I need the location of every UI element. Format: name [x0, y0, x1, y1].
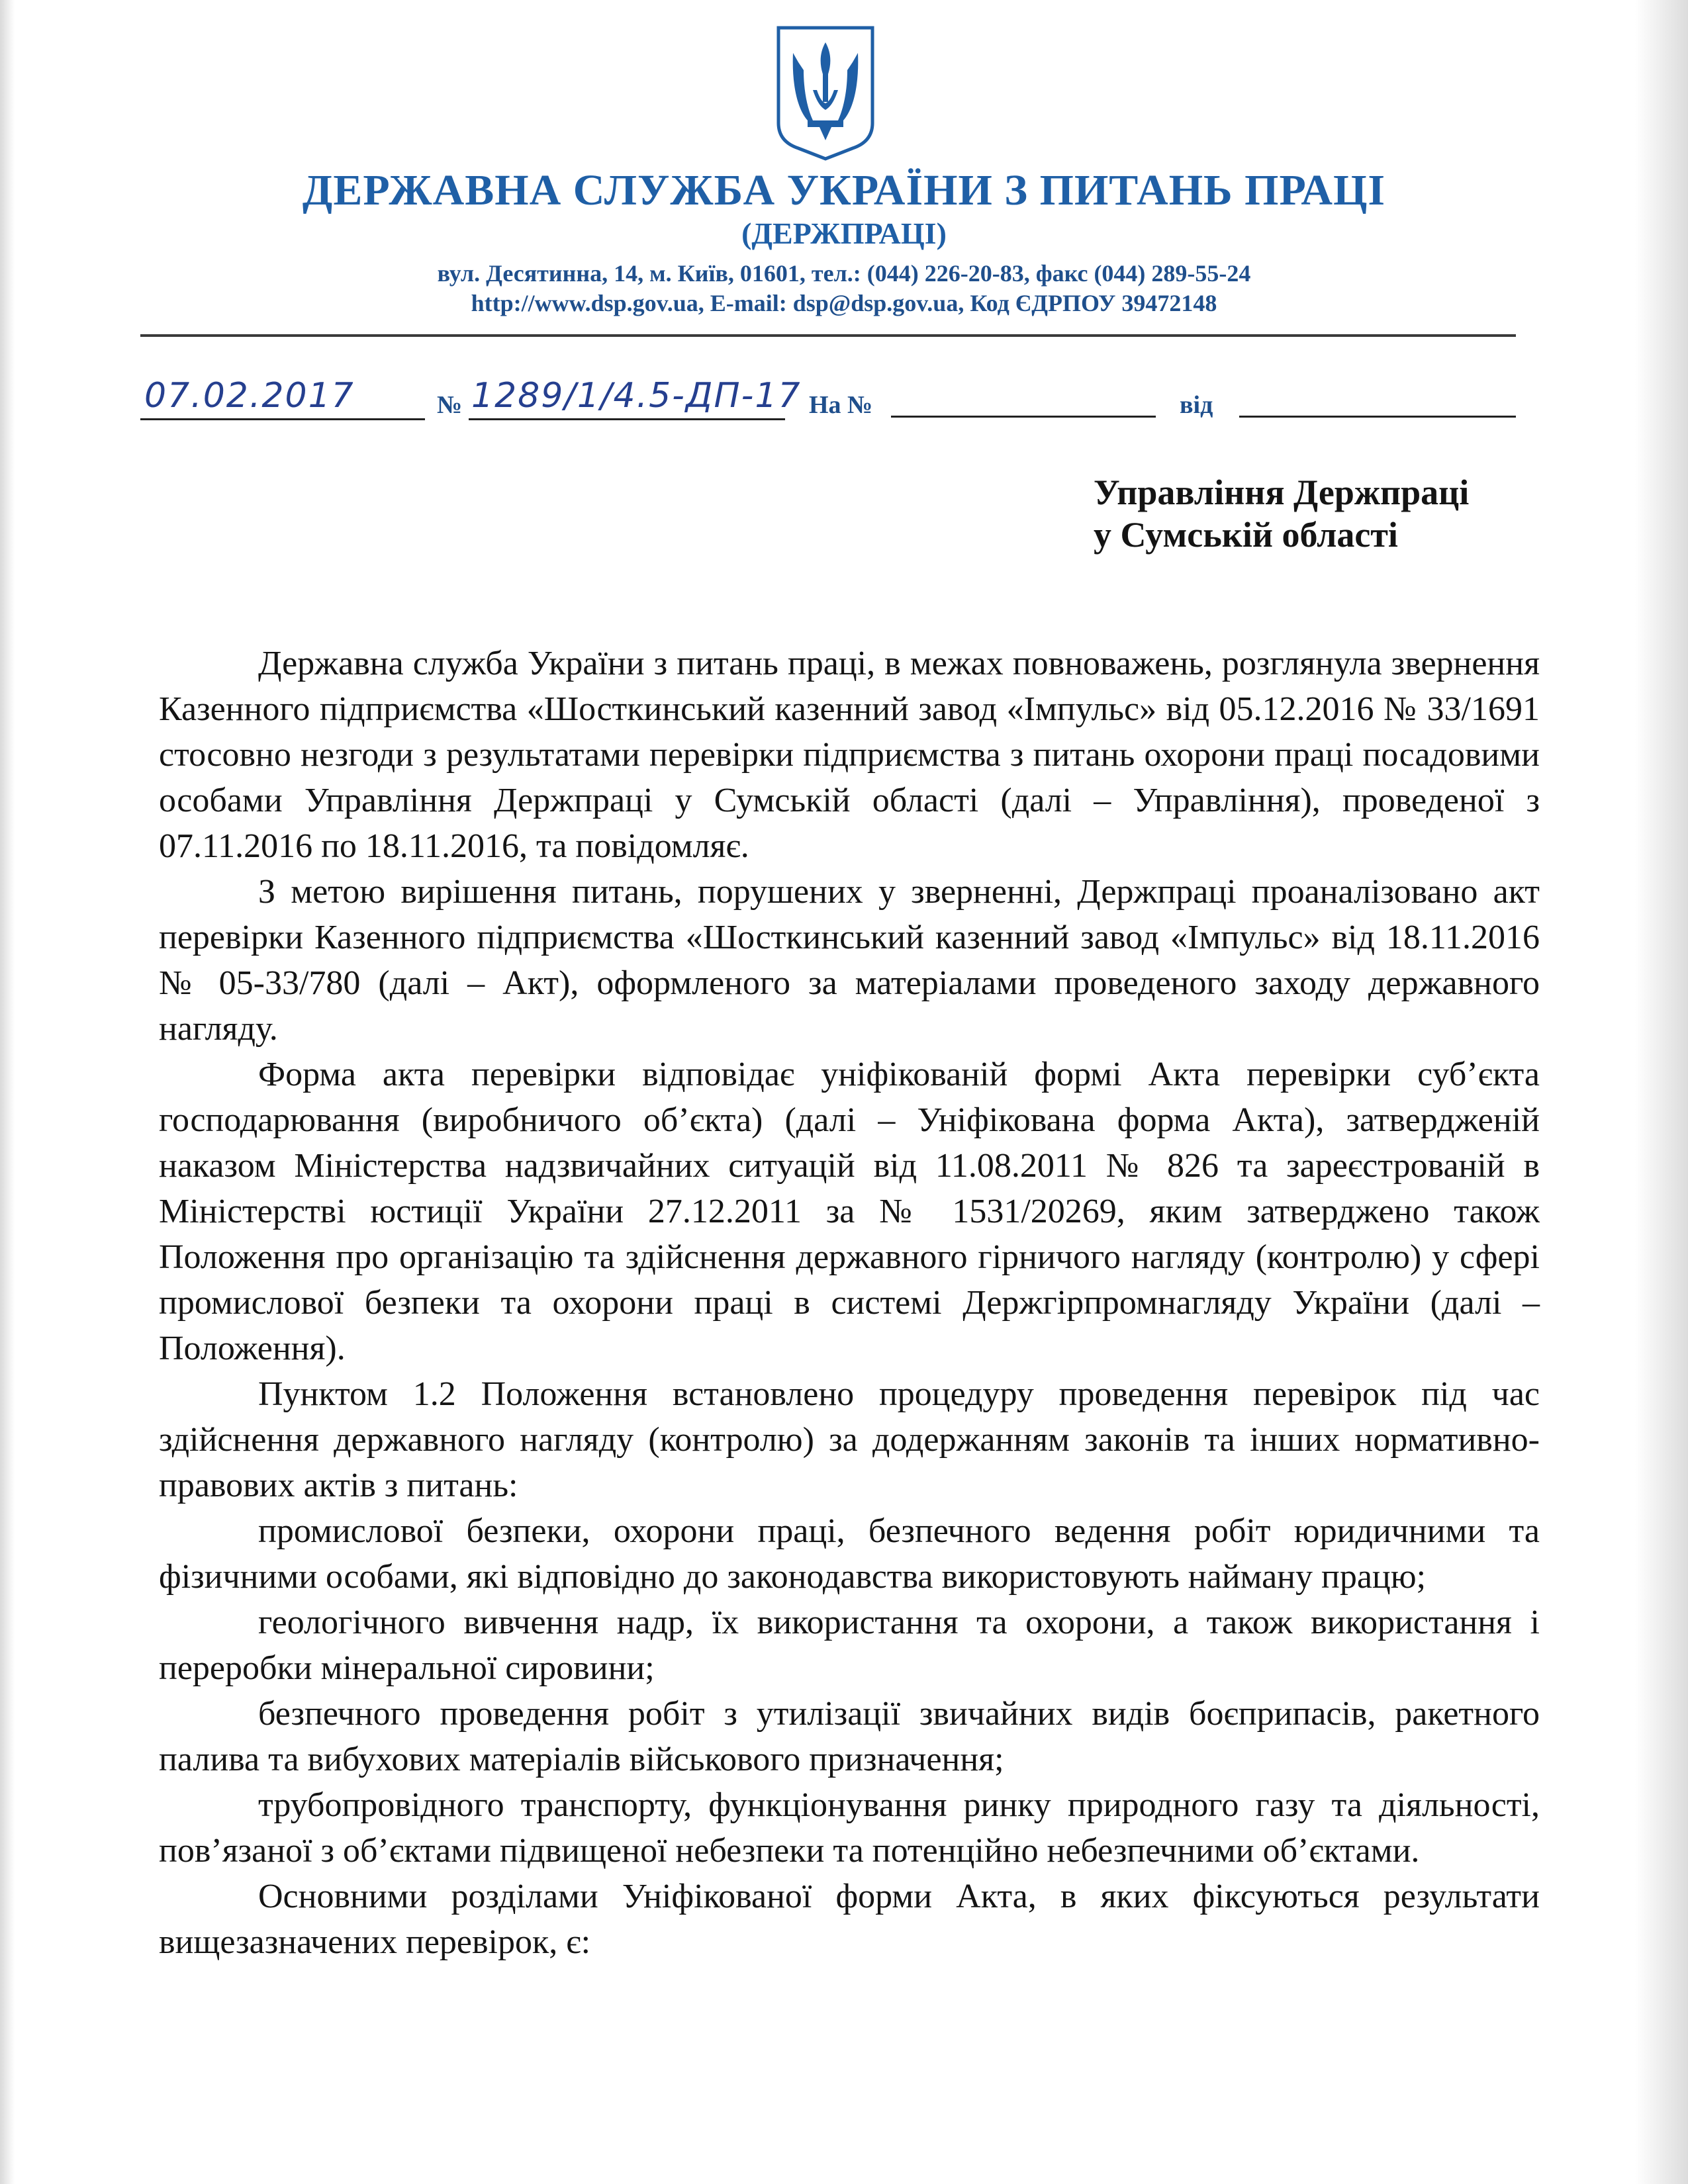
date-underline [140, 418, 425, 420]
body-paragraph: Пунктом 1.2 Положення встановлено процедуру проведення перевірок під час здійснення державного нагляду (контролю) за додержанням законів та інших нормативно-правових актів з питань: [159, 1375, 1540, 1504]
header-divider [140, 334, 1516, 337]
body-list-item: промислової безпеки, охорони праці, безпечного ведення робіт юридичними та фізичними особами, які відповідно до законодавства використовують найману працю; [159, 1512, 1540, 1596]
organization-contacts: http://www.dsp.gov.ua, E-mail: dsp@dsp.gov.ua, Код ЄДРПОУ 39472148 [471, 290, 1217, 316]
in-reply-label: На № [809, 391, 873, 419]
scan-left-edge [0, 0, 15, 2184]
recipient-line-1: Управління Держпраці [1094, 473, 1470, 512]
body-paragraph: Форма акта перевірки відповідає уніфікованій формі Акта перевірки суб’єкта господарювання (виробничого об’єкта) (далі – Уніфікована форма Акта), затвердженій наказом Міністерства надзвичайних ситуацій від 11.08.2011 № 826 та зареєстрованій в Міністерстві юстиції України 27.12.2011 за № 1531/20269, яким затверджено також Положення про організацію та здійснення державного гірничого нагляду (контролю) у сфері промислової безпеки та охорони праці в системі Держгірпромнагляду України (далі – Положення). [159, 1056, 1540, 1367]
body-list-item: трубопровідного транспорту, функціонування ринку природного газу та діяльності, пов’язаної з об’єктами підвищеної небезпеки та потенційно небезпечними об’єктами. [159, 1786, 1540, 1870]
number-underline [469, 418, 785, 420]
outgoing-number: 1289/1/4.5-ДП-17 [471, 376, 802, 416]
in-reply-blank [891, 416, 1156, 418]
body-paragraph: Основними розділами Уніфікованої форми Акта, в яких фіксуються результати вищезазначених перевірок, є: [159, 1878, 1540, 1961]
from-label: від [1180, 391, 1213, 419]
recipient-line-2: у Сумській області [1094, 515, 1398, 555]
letter-body [159, 641, 1540, 1965]
body-paragraph: Державна служба України з питань праці, в межах повноважень, розглянула звернення Казенного підприємства «Шосткинський казенний завод «Імпульс» від 05.12.2016 № 33/1691 стосовно незгоди з результатами перевірки підприємства з питань охорони праці посадовими особами Управління Держпраці у Сумській області (далі – Управління), проведеної з 07.11.2016 по 18.11.2016, та повідомляє. [159, 645, 1540, 865]
recipient-block [1094, 471, 1469, 556]
body-list-item: геологічного вивчення надр, їх використання та охорони, а також використання і переробки мінеральної сировини; [159, 1604, 1540, 1687]
organization-short-name: (ДЕРЖПРАЦІ) [741, 216, 947, 250]
number-label: № [437, 391, 463, 419]
organization-name: ДЕРЖАВНА СЛУЖБА УКРАЇНИ З ПИТАНЬ ПРАЦІ [302, 166, 1386, 214]
outgoing-date: 07.02.2017 [144, 376, 355, 416]
body-list-item: безпечного проведення робіт з утилізації звичайних видів боєприпасів, ракетного палива та вибухових матеріалів військового призначення; [159, 1695, 1540, 1778]
from-blank [1239, 416, 1516, 418]
trident-emblem-icon [773, 24, 878, 161]
scan-right-edge [1635, 0, 1688, 2184]
body-paragraph: З метою вирішення питань, порушених у зверненні, Держпраці проаналізовано акт перевірки Казенного підприємства «Шосткинський казенний завод «Імпульс» від 18.11.2016 № 05-33/780 (далі – Акт), оформленого за матеріалами проведеного заходу державного нагляду. [159, 873, 1540, 1048]
organization-address: вул. Десятинна, 14, м. Київ, 01601, тел.: (044) 226-20-83, факс (044) 289-55-24 [437, 260, 1251, 287]
